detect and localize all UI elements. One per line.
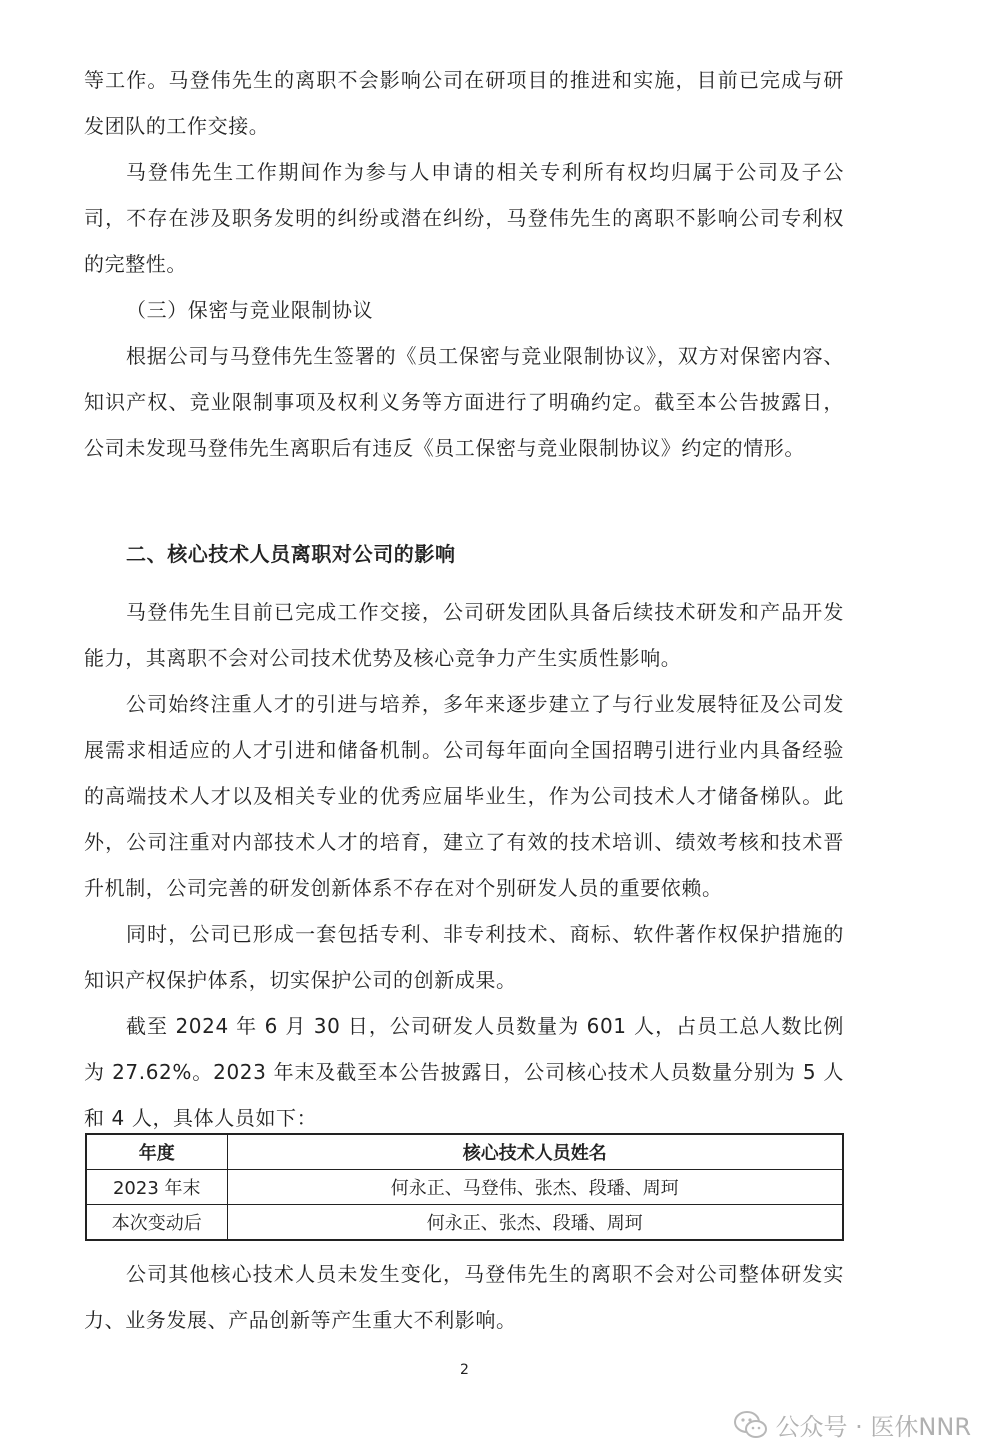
table-row — [86, 1170, 843, 1205]
table-header-row — [86, 1134, 843, 1170]
page-number: 2 — [460, 1362, 469, 1378]
table-row — [86, 1205, 843, 1241]
paragraph-ip-system: 同时，公司已形成一套包括专利、非专利技术、商标、软件著作权保护措施的知识产权保护体系，切实保护公司的创新成果。 — [84, 922, 844, 992]
subheading-confidentiality: （三）保密与竞业限制协议 — [126, 298, 374, 322]
table-cell-names: 何永正、马登伟、张杰、段璠、周珂 — [227, 1170, 843, 1205]
wechat-icon — [734, 1410, 768, 1440]
table-cell-year: 本次变动后 — [86, 1205, 227, 1241]
table-cell-names: 何永正、张杰、段璠、周珂 — [227, 1205, 843, 1241]
paragraph-patents: 马登伟先生工作期间作为参与人申请的相关专利所有权均归属于公司及子公司，不存在涉及职务发明的纠纷或潜在纠纷，马登伟先生的离职不影响公司专利权的完整性。 — [84, 160, 844, 276]
table-cell-year: 2023 年末 — [86, 1170, 227, 1205]
paragraph-handover: 等工作。马登伟先生的离职不会影响公司在研项目的推进和实施，目前已完成与研发团队的工作交接。 — [84, 68, 844, 138]
core-staff-table — [85, 1133, 844, 1241]
paragraph-agreement: 根据公司与马登伟先生签署的《员工保密与竞业限制协议》，双方对保密内容、知识产权、竞业限制事项及权利义务等方面进行了明确约定。截至本公告披露日，公司未发现马登伟先生离职后有违反《员工保密与竞业限制协议》约定的情形。 — [84, 344, 844, 460]
paragraph-rd-capability: 马登伟先生目前已完成工作交接，公司研发团队具备后续技术研发和产品开发能力，其离职不会对公司技术优势及核心竞争力产生实质性影响。 — [84, 600, 844, 670]
watermark — [734, 1407, 971, 1442]
paragraph-conclusion: 公司其他核心技术人员未发生变化，马登伟先生的离职不会对公司整体研发实力、业务发展、产品创新等产生重大不利影响。 — [84, 1262, 844, 1332]
paragraph-talent: 公司始终注重人才的引进与培养，多年来逐步建立了与行业发展特征及公司发展需求相适应的人才引进和储备机制。公司每年面向全国招聘引进行业内具备经验的高端技术人才以及相关专业的优秀应届毕业生，作为公司技术人才储备梯队。此外，公司注重对内部技术人才的培育，建立了有效的技术培训、绩效考核和技术晋升机制，公司完善的研发创新体系不存在对个别研发人员的重要依赖。 — [84, 692, 844, 900]
section-heading-impact: 二、核心技术人员离职对公司的影响 — [126, 542, 456, 566]
watermark-text: 公众号 · 医休NNR — [775, 1413, 971, 1441]
table-header-names: 核心技术人员姓名 — [227, 1134, 843, 1170]
table-header-year: 年度 — [86, 1134, 227, 1170]
paragraph-headcount: 截至 2024 年 6 月 30 日，公司研发人员数量为 601 人，占员工总人数比例为 27.62%。2023 年末及截至本公告披露日，公司核心技术人员数量分别为 5 人和 4 人，具体人员如下： — [84, 1014, 844, 1130]
